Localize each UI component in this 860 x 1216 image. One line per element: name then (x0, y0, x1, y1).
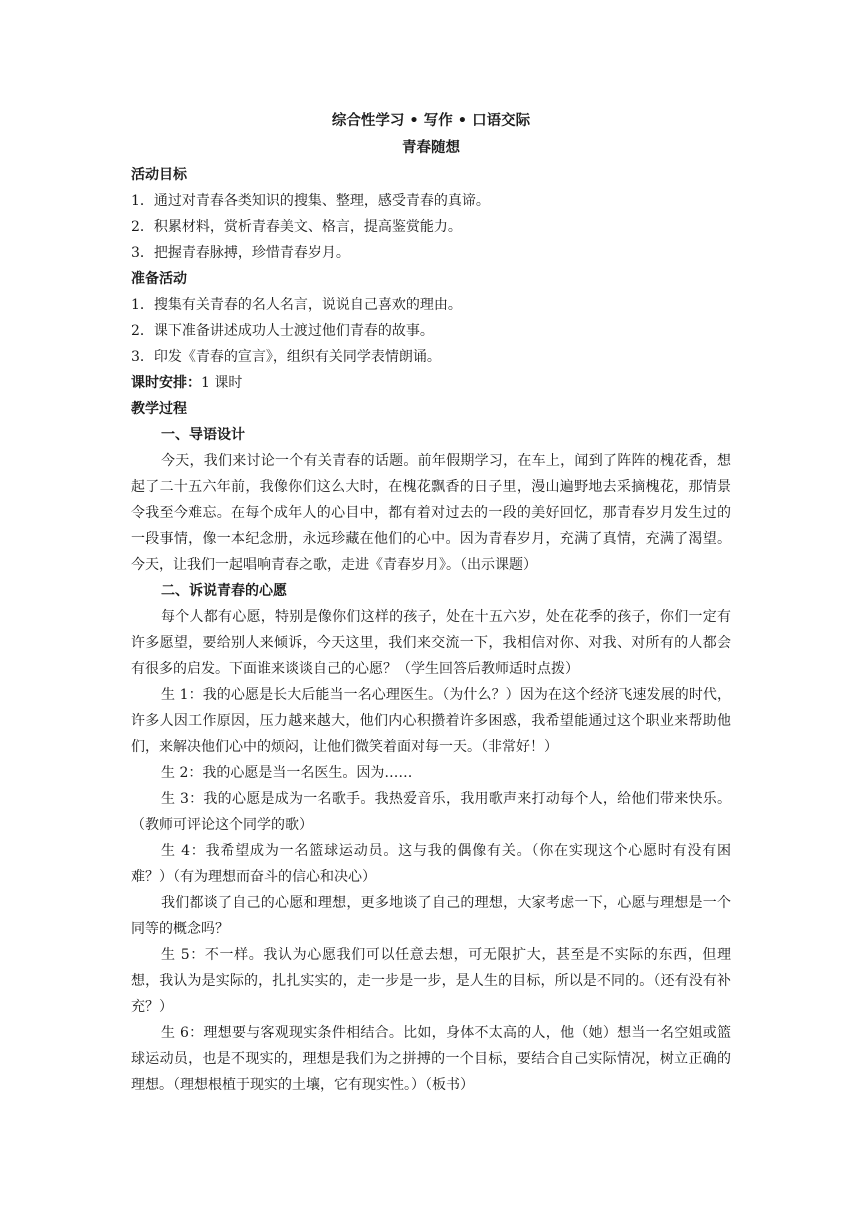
section2-heading: 二、诉说青春的心愿 (161, 583, 287, 599)
paragraph: 我们都谈了自己的心愿和理想，更多地谈了自己的理想，大家考虑一下，心愿与理想是一个同等的概念吗？ (131, 895, 731, 937)
paragraph: 生 1：我的心愿是长大后能当一名心理医生。（为什么？）因为在这个经济飞速发展的时代，许多人因工作原因，压力越来越大，他们内心积攒着许多困惑，我希望能通过这个职业来帮助他们，来解决他们心中的烦闷，让他们微笑着面对每一天。（非常好！） (131, 687, 731, 755)
paragraph: 生 6：理想要与客观现实条件相结合。比如，身体不太高的人，他（她）想当一名空姐或篮球运动员，也是不现实的，理想是我们为之拼搏的一个目标，要结合自己实际情况，树立正确的理想。（理想根植于现实的土壤，它有现实性。）（板书） (131, 1025, 731, 1093)
goal-item: 1．通过对青春各类知识的搜集、整理，感受青春的真谛。 (131, 193, 490, 209)
schedule-line (131, 370, 731, 396)
document-content (131, 108, 731, 1098)
paragraph: 每个人都有心愿，特别是像你们这样的孩子，处在十五六岁，处在花季的孩子，你们一定有许多愿望，要给别人来倾诉，今天这里，我们来交流一下，我相信对你、对我、对所有的人都会有很多的启发。下面谁来谈谈自己的心愿？（学生回答后教师适时点拨） (131, 609, 731, 677)
goal-item: 2．积累材料，赏析青春美文、格言，提高鉴赏能力。 (131, 219, 462, 235)
prep-item: 1．搜集有关青春的名人名言，说说自己喜欢的理由。 (131, 297, 462, 313)
process-heading: 教学过程 (131, 401, 187, 417)
prep-item: 3．印发《青春的宣言》，组织有关同学表情朗诵。 (131, 349, 441, 365)
paragraph: 生 2：我的心愿是当一名医生。因为…… (161, 765, 413, 781)
schedule-value: 1 课时 (201, 375, 243, 391)
prep-item: 2．课下准备讲述成功人士渡过他们青春的故事。 (131, 323, 434, 339)
paragraph: 生 5：不一样。我认为心愿我们可以任意去想，可无限扩大，甚至是不实际的东西，但理想，我认为是实际的，扎扎实实的，走一步是一步，是人生的目标，所以是不同的。（还有没有补充？） (131, 947, 731, 1015)
schedule-label: 课时安排： (131, 375, 201, 391)
paragraph: 生 3：我的心愿是成为一名歌手。我热爱音乐，我用歌声来打动每个人，给他们带来快乐。（教师可评论这个同学的歌） (131, 791, 731, 833)
section1-heading: 一、导语设计 (161, 427, 245, 443)
prep-heading: 准备活动 (131, 271, 187, 287)
goals-heading: 活动目标 (131, 167, 187, 183)
document-title: 综合性学习 • 写作 • 口语交际 (331, 113, 531, 129)
paragraph: 今天，我们来讨论一个有关青春的话题。前年假期学习，在车上，闻到了阵阵的槐花香，想起了二十五六年前，我像你们这么大时，在槐花飘香的日子里，漫山遍野地去采摘槐花，那情景令我至今难忘。在每个成年人的心目中，都有着对过去的一段的美好回忆，那青春岁月发生过的一段事情，像一本纪念册，永远珍藏在他们的心中。因为青春岁月，充满了真情，充满了渴望。今天，让我们一起唱响青春之歌，走进《青春岁月》。（出示课题） (131, 453, 731, 573)
document-subtitle: 青春随想 (402, 140, 460, 156)
goal-item: 3．把握青春脉搏，珍惜青春岁月。 (131, 245, 350, 261)
paragraph: 生 4：我希望成为一名篮球运动员。这与我的偶像有关。（你在实现这个心愿时有没有困难？）（有为理想而奋斗的信心和决心） (131, 843, 731, 885)
